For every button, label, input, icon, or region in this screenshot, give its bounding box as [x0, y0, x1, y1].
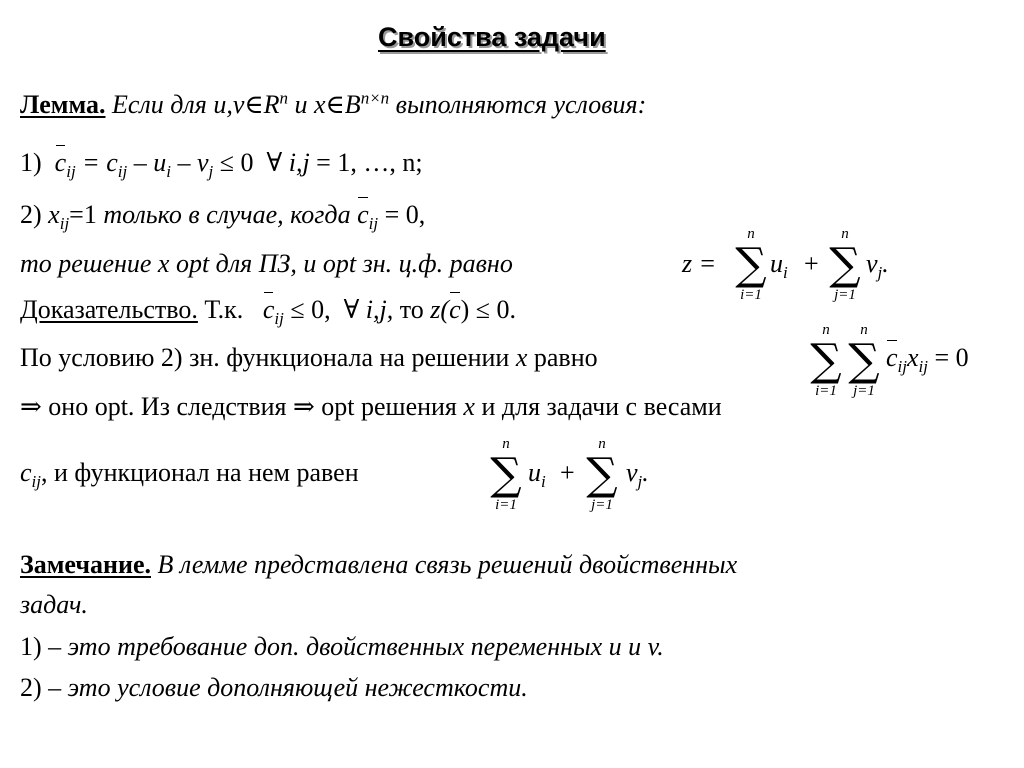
cond2-cbar: c [357, 200, 369, 229]
sigma-icon: ∑ [848, 335, 880, 386]
line5-xv: x [907, 343, 919, 372]
line6-text3: и для задачи с весами [474, 392, 722, 421]
proof-to: то [393, 295, 431, 324]
proof-close: ) [460, 295, 470, 324]
sum-top: n [502, 436, 510, 452]
proof-z: z( [430, 295, 450, 324]
sigma-icon: ∑ [490, 449, 522, 500]
line3-v [866, 249, 889, 283]
cond2-eq1: =1 [69, 200, 97, 229]
cond1-j: j [208, 162, 214, 182]
lemma-label: Лемма. [20, 90, 106, 119]
remark-item-1 [20, 632, 664, 662]
condition-1: 1) $c_{ij} = c_{ij} - u_i - v_j \le 0$ ∀ i,j = 1, …, n; [20, 148, 423, 182]
cond1-i: i [166, 162, 171, 182]
sum-j-line3 [829, 226, 861, 304]
line5-x: x [515, 343, 528, 372]
cond1-range: = 1, …, n; [316, 148, 423, 177]
implies-icon: ⇒ [20, 392, 42, 421]
sum-top: n [841, 226, 849, 242]
proof-leq: ≤ 0. [475, 295, 517, 324]
sum-i-line3 [735, 226, 767, 304]
remark-item-2 [20, 673, 528, 703]
line3-plus: + [804, 249, 819, 278]
cond2-text: только в случае, когда [96, 200, 358, 229]
lemma-rn: n [279, 88, 289, 108]
lemma-and: и [288, 90, 315, 119]
sum-bot: i=1 [495, 497, 517, 513]
line5-ij: ij [897, 357, 907, 377]
line7-dot: . [642, 458, 649, 487]
line5-eq0: = 0 [934, 343, 969, 372]
remark-text: В лемме представлена связь решений двойственных [151, 550, 738, 579]
proof-forall: ∀ [343, 295, 360, 324]
cond2-eq0: = 0, [384, 200, 426, 229]
cond1-minus-u: – u [133, 148, 167, 177]
cond1-ij: ij [66, 162, 76, 182]
sum-bot: i=1 [740, 287, 762, 303]
line3-vj: j [877, 263, 883, 283]
remark-item-2-text: это условие дополняющей нежесткости. [67, 673, 528, 702]
line7-v-var: v [626, 458, 638, 487]
line5-rest: равно [527, 343, 598, 372]
sum-j-line5 [848, 322, 880, 400]
remark-text-2: задач. [20, 590, 88, 619]
proof-z-cbar: c [449, 295, 461, 324]
line6-x: x [463, 392, 475, 421]
line5-text: По условию 2) зн. функционала на решении [20, 343, 516, 372]
line5-cbar: c [886, 343, 898, 372]
sigma-icon: ∑ [735, 239, 767, 290]
line3-v-var: v [866, 249, 878, 278]
cond1-forall: ∀ [266, 148, 283, 177]
lemma-x-in-b: x∈B [314, 90, 361, 119]
remark-item-1-text: это требование доп. двойственных переменных u и v. [67, 632, 664, 661]
sum-i-line7 [490, 436, 522, 514]
cond1-ij2: i,j [288, 148, 310, 177]
lemma-bnn: n×n [360, 88, 390, 108]
cond1-minus-v: – v [177, 148, 209, 177]
line7-u [528, 458, 546, 492]
line5-expr [886, 343, 969, 377]
proof-tk: Т.к. [197, 295, 250, 324]
line6-text1: оно opt. Из следствия [41, 392, 293, 421]
cond1-cbar: c [54, 148, 67, 177]
sigma-icon: ∑ [586, 449, 618, 500]
sum-i-line5 [810, 322, 842, 400]
cond1-eq: = c [82, 148, 118, 177]
sum-top: n [860, 322, 868, 338]
cond2-ij: ij [59, 214, 70, 234]
sum-bot: j=1 [591, 497, 613, 513]
line7-plus: + [560, 458, 575, 487]
line7-v [626, 458, 649, 492]
line7-c: c [20, 458, 32, 487]
proof-leq0: ≤ 0, [290, 295, 331, 324]
remark-item-1-num: 1) – [20, 632, 68, 661]
proof-label: Доказательство. [20, 295, 198, 324]
sum-bot: i=1 [815, 383, 837, 399]
line3-ui: i [783, 263, 788, 283]
line7-text: , и функционал на нем равен [41, 458, 359, 487]
cond2-num: 2) [20, 200, 49, 229]
line3-u-var: u [770, 249, 783, 278]
remark-item-2-num: 2) – [20, 673, 68, 702]
line7-u-var: u [528, 458, 541, 487]
proof-cbar: c [262, 295, 275, 324]
line3-z: z = [682, 249, 717, 278]
sum-j-line7 [586, 436, 618, 514]
line3-dot: . [882, 249, 889, 278]
remark-line [20, 550, 737, 580]
line-6 [20, 392, 722, 422]
cond1-leq0: ≤ 0 [219, 148, 254, 177]
condition-2 [20, 200, 426, 234]
sum-top: n [747, 226, 755, 242]
lemma-in-r: ∈R [244, 90, 280, 119]
proof-ij2: i,j, [365, 295, 394, 324]
line6-text2: opt решения [314, 392, 464, 421]
cond2-ij2: ij [368, 214, 379, 234]
line7-vj: j [637, 472, 643, 492]
implies-icon: ⇒ [292, 392, 315, 421]
line-3-text: то решение x opt для ПЗ, и opt зн. ц.ф. равно [20, 249, 513, 278]
sum-bot: j=1 [853, 383, 875, 399]
line-5 [20, 343, 598, 373]
proof-ij: ij [274, 309, 284, 329]
lemma-rest: выполняются условия: [389, 90, 647, 119]
sigma-icon: ∑ [829, 239, 861, 290]
line-7 [20, 458, 359, 492]
proof-line [20, 295, 517, 329]
cond2-x: x [48, 200, 60, 229]
line5-ij2: ij [918, 357, 928, 377]
lemma-text: Если для [105, 90, 214, 119]
remark-label: Замечание. [20, 550, 151, 579]
page-title: Свойства задачи [378, 22, 606, 52]
lemma-vars: u,v [213, 90, 245, 119]
sum-bot: j=1 [834, 287, 856, 303]
sum-top: n [822, 322, 830, 338]
line7-ij: ij [31, 472, 41, 492]
sum-top: n [598, 436, 606, 452]
cond1-num: 1) [20, 148, 42, 177]
lemma-line [20, 90, 646, 120]
line7-ui: i [541, 472, 546, 492]
sigma-icon: ∑ [810, 335, 842, 386]
line3-u [770, 249, 788, 283]
